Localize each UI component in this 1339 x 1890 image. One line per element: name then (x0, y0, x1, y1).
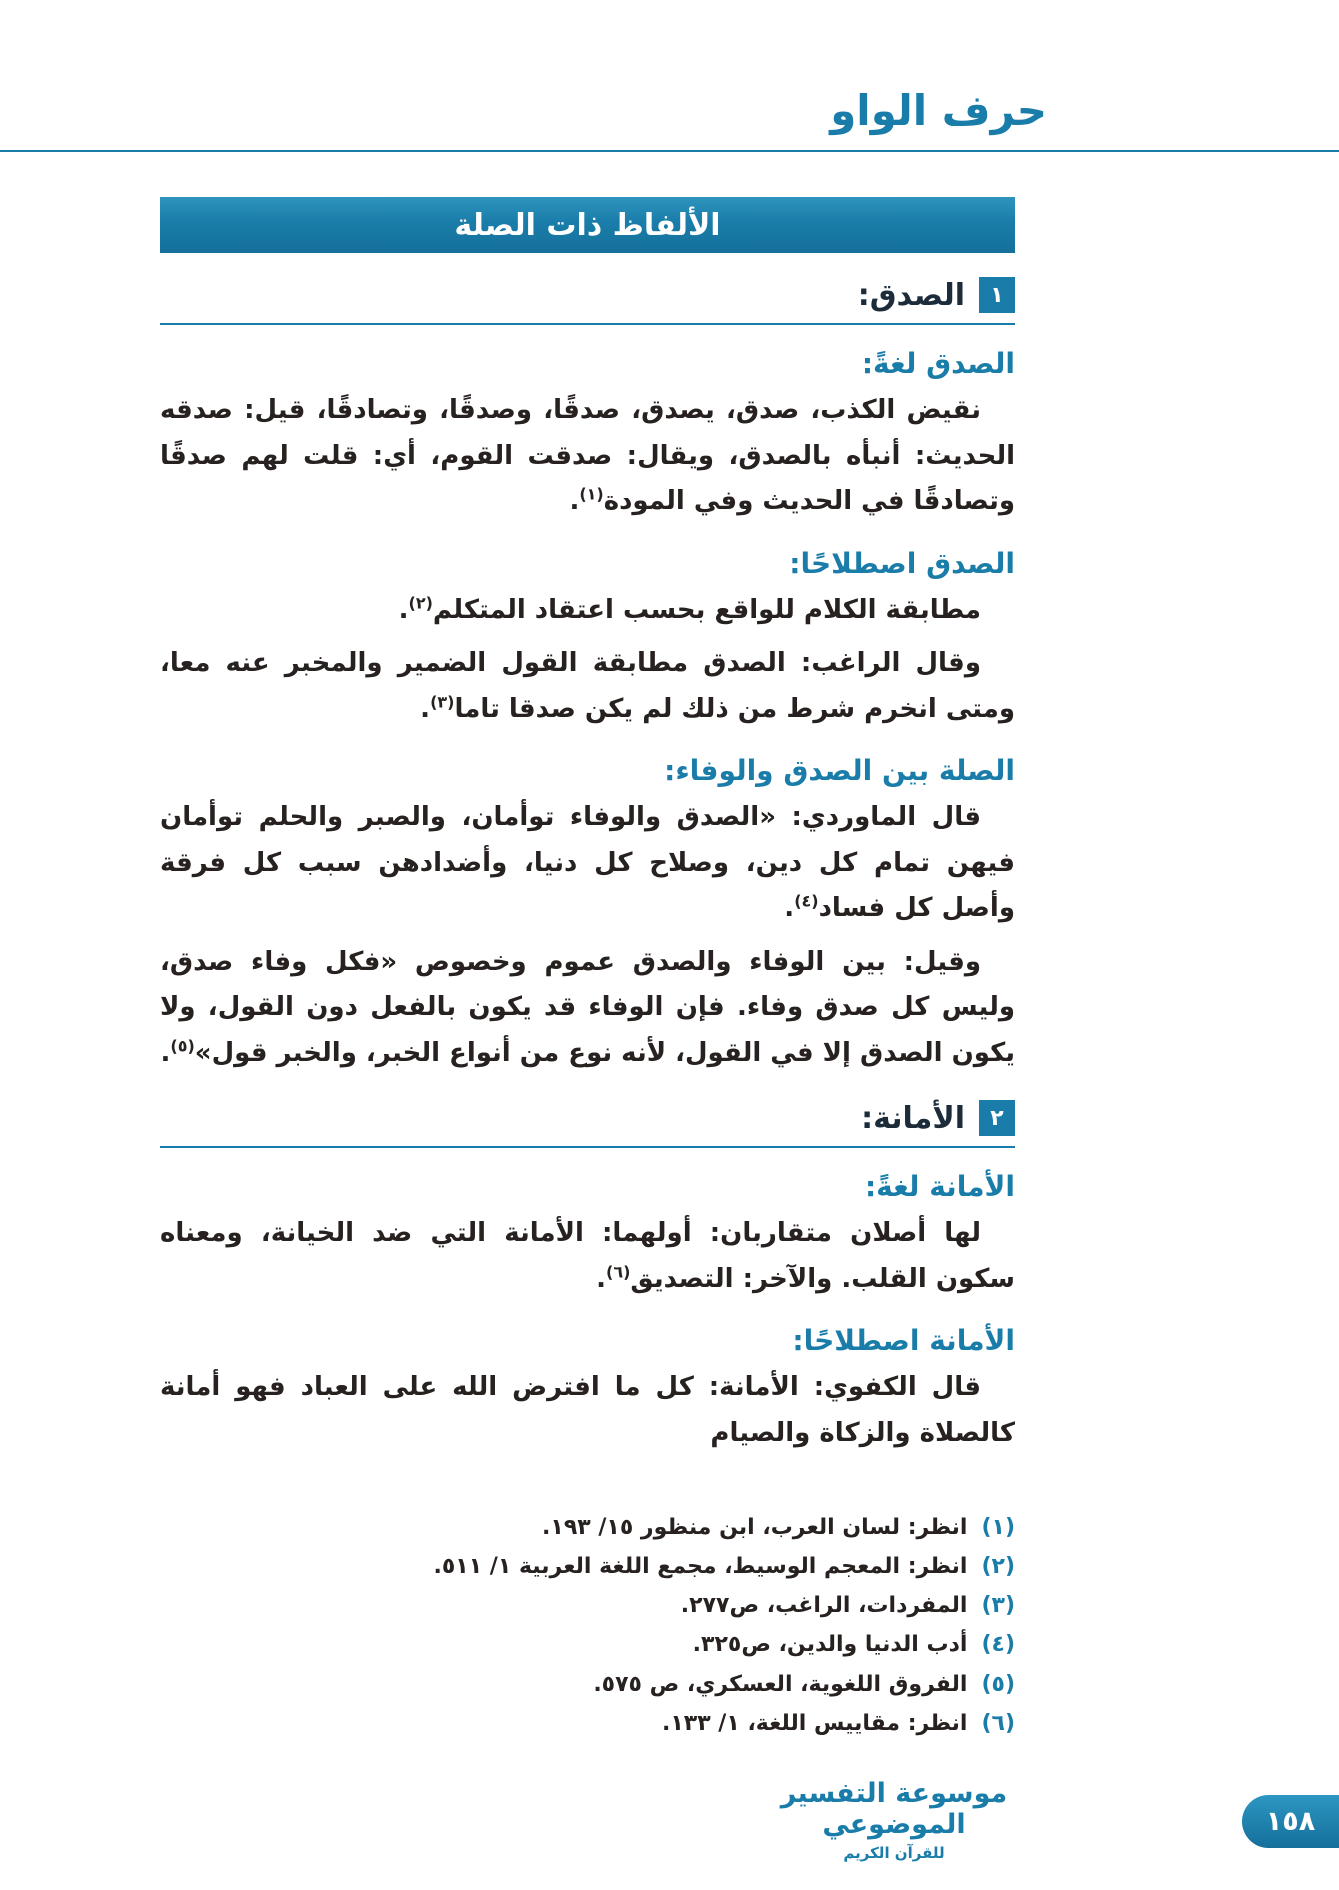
footnote-text: انظر: المعجم الوسيط، مجمع اللغة العربية ١/ ٥١١. (433, 1554, 968, 1580)
chapter-calligraphy: حرف الواو (830, 86, 1047, 135)
footnote-number: (٢) (981, 1554, 1015, 1580)
footnote-number: (٦) (981, 1710, 1015, 1736)
publisher-logo-subtext: للقرآن الكريم (843, 1844, 945, 1862)
section-header (160, 277, 1015, 313)
subheading: الصدق اصطلاحًا: (789, 546, 1015, 580)
footnote (160, 1508, 1015, 1547)
body-paragraph: قال الماوردي: «الصدق والوفاء توأمان، والصبر والحلم توأمان فيهن تمام كل دين، وصلاح كل دنيا، وأضدادهن سبب كل فرقة وأصل كل فساد$^{(٤)}$. (160, 802, 1015, 923)
section-divider (160, 323, 1015, 325)
subheading: الصدق لغةً: (861, 347, 1015, 380)
section-divider (160, 1146, 1015, 1148)
section-header (160, 1100, 1015, 1136)
footnote-text: أدب الدنيا والدين، ص٣٢٥. (692, 1632, 968, 1658)
publisher-logo-text: موسوعة التفسير الموضوعي (780, 1777, 1008, 1840)
body-paragraph: نقيض الكذب، صدق، يصدق، صدقًا، وصدقًا، وتصادقًا، قيل: صدقه الحديث: أنبأه بالصدق، ويقال: صدقت القوم، أي: قلت لهم صدقًا وتصادقًا في الحديث وفي المودة$^{(١)}$. (160, 395, 1015, 516)
footnote-marker: (٦) (606, 1261, 631, 1281)
footnote-marker: (٣) (430, 691, 455, 711)
page-content (160, 197, 1015, 1743)
footnote (160, 1625, 1015, 1664)
subheading: الأمانة لغةً: (864, 1170, 1015, 1203)
footnote (160, 1665, 1015, 1704)
section-banner (160, 197, 1015, 253)
footnote (160, 1547, 1015, 1586)
body-paragraph: مطابقة الكلام للواقع بحسب اعتقاد المتكلم$^{(٢)}$. (398, 592, 981, 625)
footnote-number: (٤) (981, 1632, 1015, 1658)
footnote (160, 1704, 1015, 1743)
footnote-text: انظر: لسان العرب، ابن منظور ١٥/ ١٩٣. (542, 1515, 968, 1540)
body-paragraph: وقيل: بين الوفاء والصدق عموم وخصوص «فكل وفاء صدق، وليس كل صدق وفاء. فإن الوفاء قد يكون بالفعل دون القول، ولا يكون الصدق إلا في القول، لأنه نوع من أنواع الخبر، والخبر قول»$^{(٥)}$. (160, 946, 1015, 1068)
footnote-text: المفردات، الراغب، ص٢٧٧. (680, 1593, 968, 1619)
body-paragraph: لها أصلان متقاربان: أولهما: الأمانة التي ضد الخيانة، ومعناه سكون القلب. والآخر: التصديق$^{(٦)}$. (160, 1218, 1015, 1294)
section-title: الصدق: (857, 277, 965, 313)
body-paragraph: قال الكفوي: الأمانة: كل ما افترض الله على العباد فهو أمانة كالصلاة والزكاة والصيام (160, 1372, 1015, 1448)
footnote-number: (١) (981, 1515, 1015, 1540)
page-number-badge (1242, 1795, 1339, 1848)
section-number-badge: ٢ (979, 1100, 1015, 1136)
header-divider (0, 150, 1339, 152)
footnote-marker: (٥) (170, 1035, 195, 1055)
footnote-number: (٣) (981, 1593, 1015, 1619)
subheading: الصلة بين الصدق والوفاء: (664, 754, 1015, 787)
footnote-number: (٥) (981, 1671, 1015, 1697)
sections (160, 277, 1015, 1456)
footnote-marker: (٤) (794, 891, 819, 911)
subheading: الأمانة اصطلاحًا: (792, 1324, 1015, 1357)
footnote (160, 1586, 1015, 1625)
footnote-text: الفروق اللغوية، العسكري، ص ٥٧٥. (593, 1671, 968, 1697)
footnotes (160, 1508, 1015, 1743)
footnote-text: انظر: مقاييس اللغة، ١/ ١٣٣. (661, 1710, 968, 1736)
banner-title: الألفاظ ذات الصلة (454, 207, 721, 243)
page-number: ١٥٨ (1265, 1806, 1316, 1837)
footnote-marker: (٢) (408, 592, 433, 612)
publisher-logo (769, 1778, 1019, 1862)
footnote-marker: (١) (579, 484, 604, 504)
section-title: الأمانة: (861, 1100, 965, 1136)
section-number-badge: ١ (979, 277, 1015, 313)
body-paragraph: وقال الراغب: الصدق مطابقة القول الضمير والمخبر عنه معا، ومتى انخرم شرط من ذلك لم يكن صدقا تاما$^{(٣)}$. (160, 648, 1015, 724)
